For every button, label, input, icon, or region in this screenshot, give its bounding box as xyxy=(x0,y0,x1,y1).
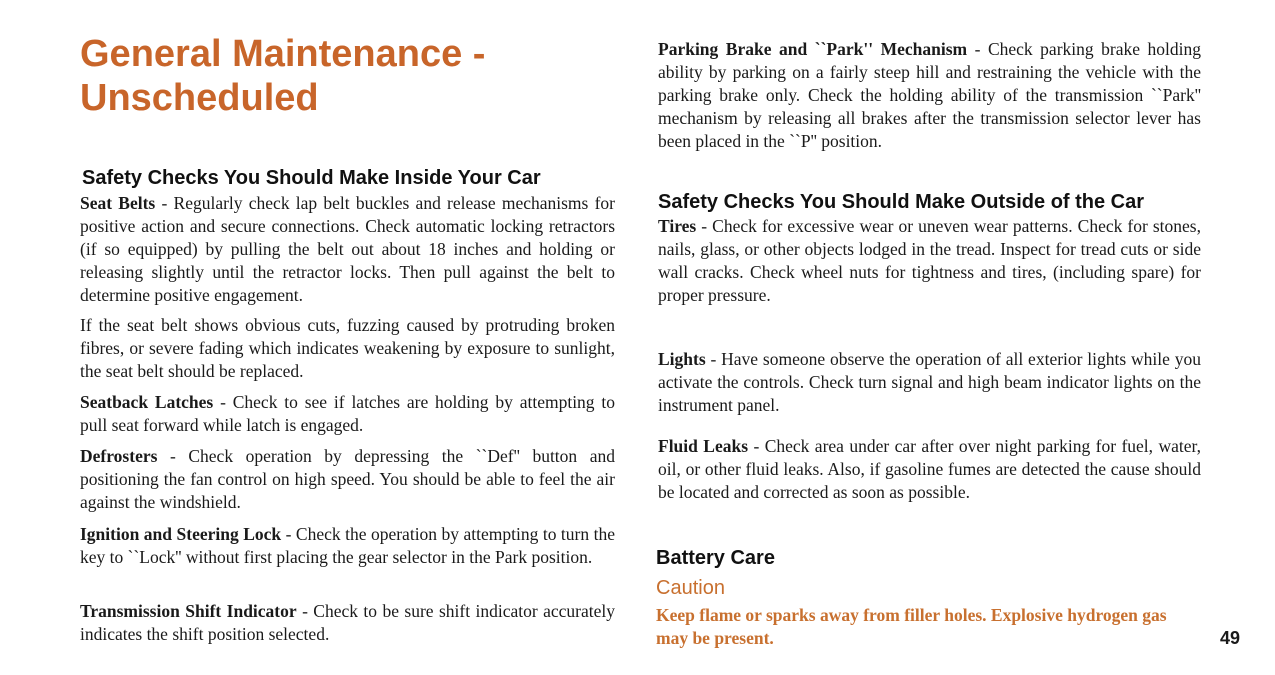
tires-paragraph xyxy=(658,215,1201,307)
item-text: - Check to see if latches are holding by attempting to pull seat forward while latch is engaged. xyxy=(80,392,616,435)
parking-brake-paragraph xyxy=(658,38,1201,153)
item-text: - Check to be sure shift indicator accurately indicates the shift position selected. xyxy=(80,601,615,644)
ignition-lock-paragraph xyxy=(80,523,615,569)
seatback-latches-paragraph xyxy=(80,391,615,437)
item-label: Fluid Leaks xyxy=(658,436,749,456)
defrosters-paragraph xyxy=(80,445,615,514)
item-label: Seatback Latches xyxy=(80,392,214,412)
item-text: - Check area under car after over night parking for fuel, water, oil, or other fluid leaks. Also, if gasoline fumes are detected the cause should be located and corrected as soon as possible. xyxy=(658,436,1201,502)
page-title xyxy=(80,32,485,120)
title-line-2: Unscheduled xyxy=(80,77,319,119)
title-line-1: General Maintenance - xyxy=(80,33,486,75)
item-text: - Check parking brake holding ability by parking on a fairly steep hill and restraining the vehicle with the parking brake only. Check the holding ability of the transmission ``Park'' mechanism by releasing all brakes after the transmission selector lever has been placed in the ``P'' position. xyxy=(658,39,1201,151)
seat-belts-paragraph xyxy=(80,192,615,307)
item-label: Ignition and Steering Lock xyxy=(80,524,282,544)
seat-belt-replace-paragraph xyxy=(80,314,615,383)
item-text: - Check for excessive wear or uneven wear patterns. Check for stones, nails, glass, or other objects lodged in the tread. Inspect for tread cuts or side wall cracks. Check wheel nuts for tightness and tires, (including spare) for proper pressure. xyxy=(658,216,1201,305)
page-number: 49 xyxy=(1220,628,1241,648)
fluid-leaks-paragraph xyxy=(658,435,1201,504)
item-text: - Check the operation by attempting to turn the key to ``Lock'' without first placing the gear selector in the Park position. xyxy=(80,524,615,567)
item-text: - Have someone observe the operation of all exterior lights while you activate the controls. Check turn signal and high beam indicator lights on the instrument panel. xyxy=(658,349,1201,415)
caution-heading: Caution xyxy=(656,577,725,599)
item-text: - Regularly check lap belt buckles and release mechanisms for positive action and secure connections. Check automatic locking retractors (if so equipped) by pulling the belt out about 18 inches and holding or releasing slightly until the retractor locks. Then pull against the belt to determine positive engagement. xyxy=(80,193,615,305)
item-label: Transmission Shift Indicator xyxy=(80,601,297,621)
outside-car-heading: Safety Checks You Should Make Outside of the Car xyxy=(658,191,1145,213)
item-label: Defrosters xyxy=(80,446,158,466)
inside-car-heading: Safety Checks You Should Make Inside Your Car xyxy=(82,167,541,189)
battery-care-heading: Battery Care xyxy=(656,547,775,569)
item-label: Parking Brake and ``Park'' Mechanism xyxy=(658,39,968,59)
item-label: Tires xyxy=(658,216,697,236)
item-text: If the seat belt shows obvious cuts, fuzzing caused by protruding broken fibres, or severe fading which indicates weakening by exposure to sunlight, the seat belt should be replaced. xyxy=(80,315,615,381)
shift-indicator-paragraph xyxy=(80,600,615,646)
item-label: Lights xyxy=(658,349,706,369)
item-text: - Check operation by depressing the ``Def'' button and positioning the fan control on high speed. You should be able to feel the air against the windshield. xyxy=(80,446,615,512)
lights-paragraph xyxy=(658,348,1201,417)
item-label: Seat Belts xyxy=(80,193,156,213)
caution-text: Keep flame or sparks away from filler holes. Explosive hydrogen gas may be present. xyxy=(656,605,1167,648)
